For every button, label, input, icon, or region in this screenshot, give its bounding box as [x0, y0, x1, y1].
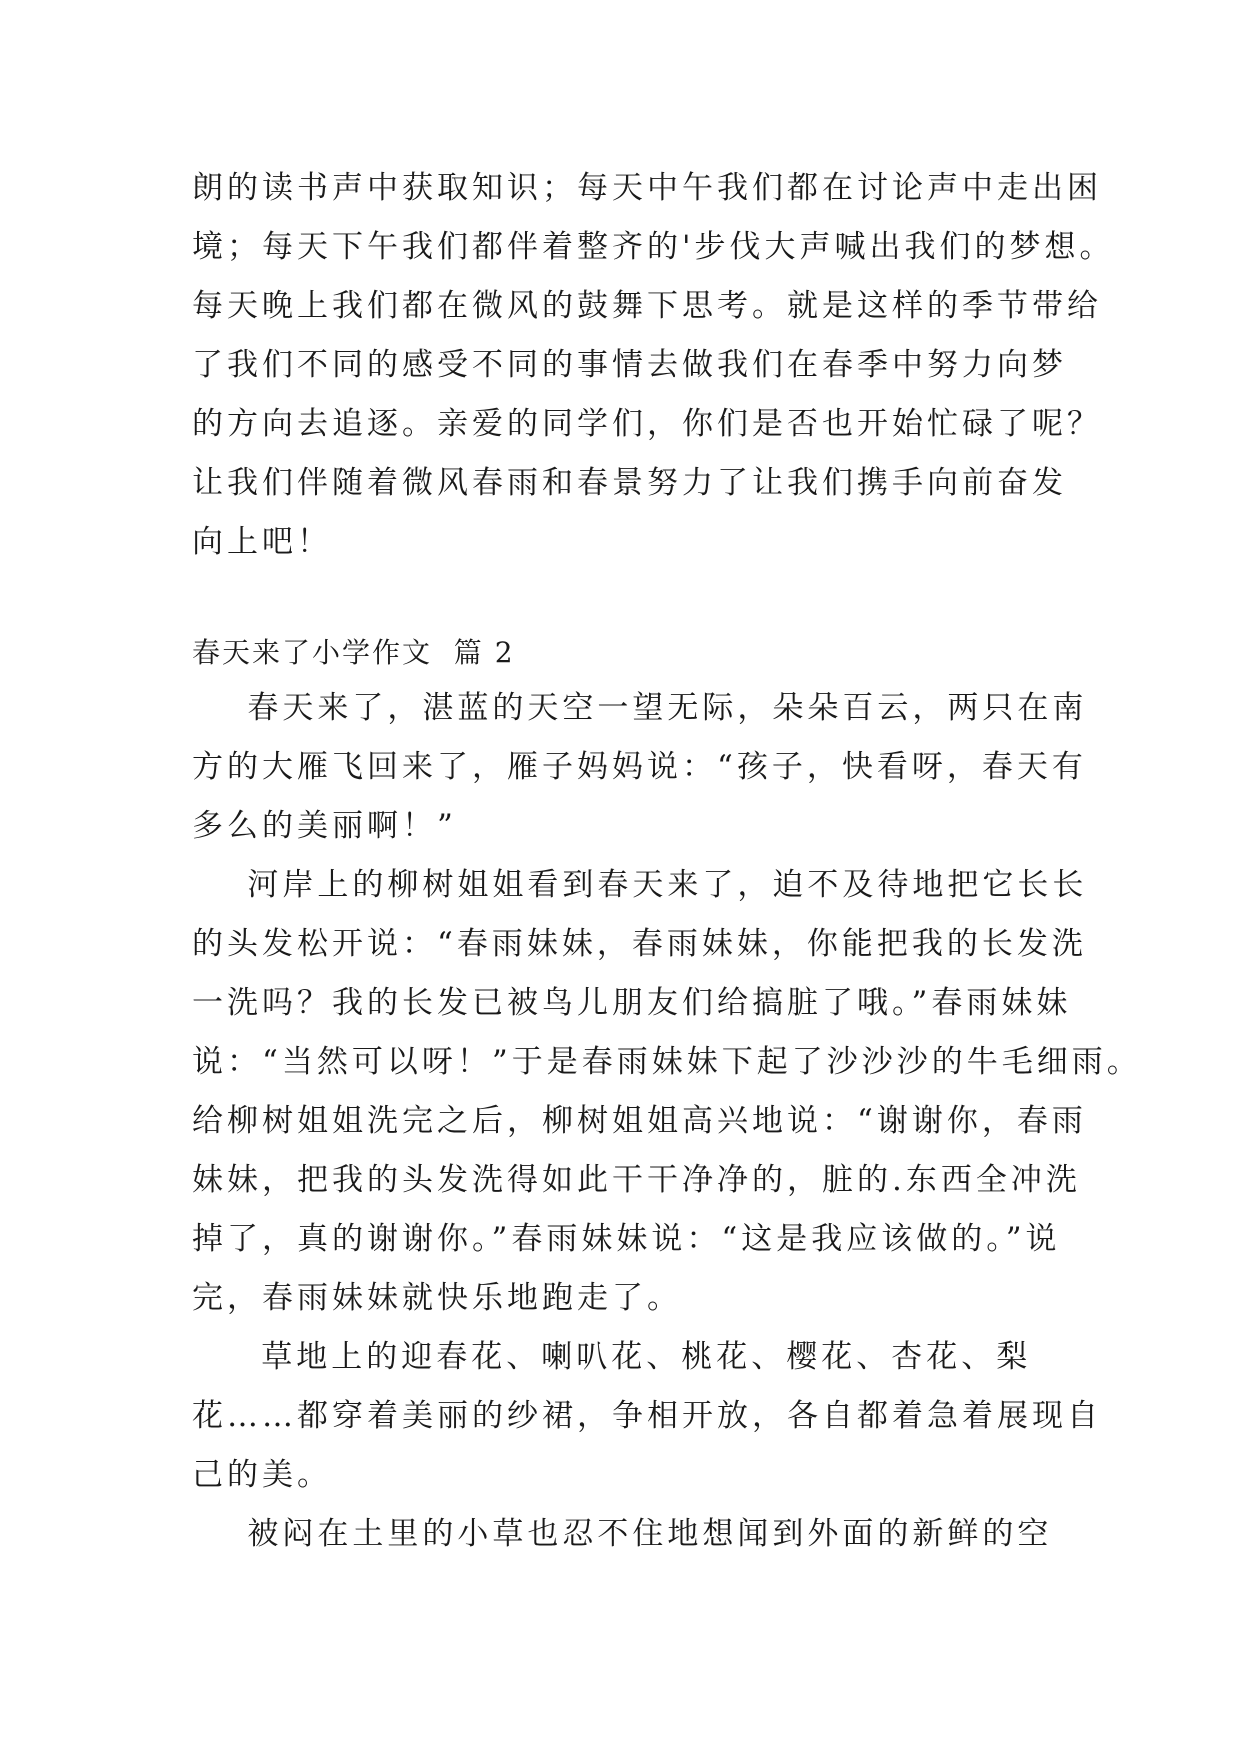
text-line: 让我们伴随着微风春雨和春景努力了让我们携手向前奋发: [192, 465, 1067, 501]
text-line: 给柳树姐姐洗完之后，柳树姐姐高兴地说：“谢谢你，春雨: [192, 1103, 1087, 1139]
text-line: 妹妹，把我的头发洗得如此干干净净的，脏的.东西全冲洗: [192, 1162, 1081, 1198]
text-line: 花……都穿着美丽的纱裙，争相开放，各自都着急着展现自: [192, 1398, 1102, 1434]
text-line: 被闷在土里的小草也忍不住地想闻到外面的新鲜的空: [192, 1516, 1053, 1552]
text-line: 的头发松开说：“春雨妹妹，春雨妹妹，你能把我的长发洗: [192, 926, 1087, 962]
text-line: 多么的美丽啊！”: [192, 808, 457, 844]
text-line: 境；每天下午我们都伴着整齐的'步伐大声喊出我们的梦想。: [192, 229, 1115, 265]
text-line: 每天晚上我们都在微风的鼓舞下思考。就是这样的季节带给: [192, 288, 1102, 324]
text-line: 向上吧！: [192, 524, 332, 560]
text-line: 了我们不同的感受不同的事情去做我们在春季中努力向梦: [192, 347, 1067, 383]
text-line: 说：“当然可以呀！”于是春雨妹妹下起了沙沙沙的牛毛细雨。: [192, 1044, 1142, 1080]
text-line: 草地上的迎春花、喇叭花、桃花、樱花、杏花、梨: [192, 1339, 1032, 1375]
text-line: 的方向去追逐。亲爱的同学们，你们是否也开始忙碌了呢？: [192, 406, 1102, 442]
text-line: 河岸上的柳树姐姐看到春天来了，迫不及待地把它长长: [192, 867, 1088, 903]
text-line: 掉了，真的谢谢你。”春雨妹妹说：“这是我应该做的。”说: [192, 1221, 1061, 1257]
text-line: 春天来了，湛蓝的天空一望无际，朵朵百云，两只在南: [192, 690, 1088, 726]
section-heading: 春天来了小学作文 篇 2: [192, 636, 515, 669]
text-line: 一洗吗？我的长发已被鸟儿朋友们给搞脏了哦。”春雨妹妹: [192, 985, 1072, 1021]
text-line: 完，春雨妹妹就快乐地跑走了。: [192, 1280, 682, 1316]
text-line: 己的美。: [192, 1457, 332, 1493]
text-line: 方的大雁飞回来了，雁子妈妈说：“孩子，快看呀，春天有: [192, 749, 1087, 785]
text-line: 朗的读书声中获取知识；每天中午我们都在讨论声中走出困: [192, 170, 1102, 206]
